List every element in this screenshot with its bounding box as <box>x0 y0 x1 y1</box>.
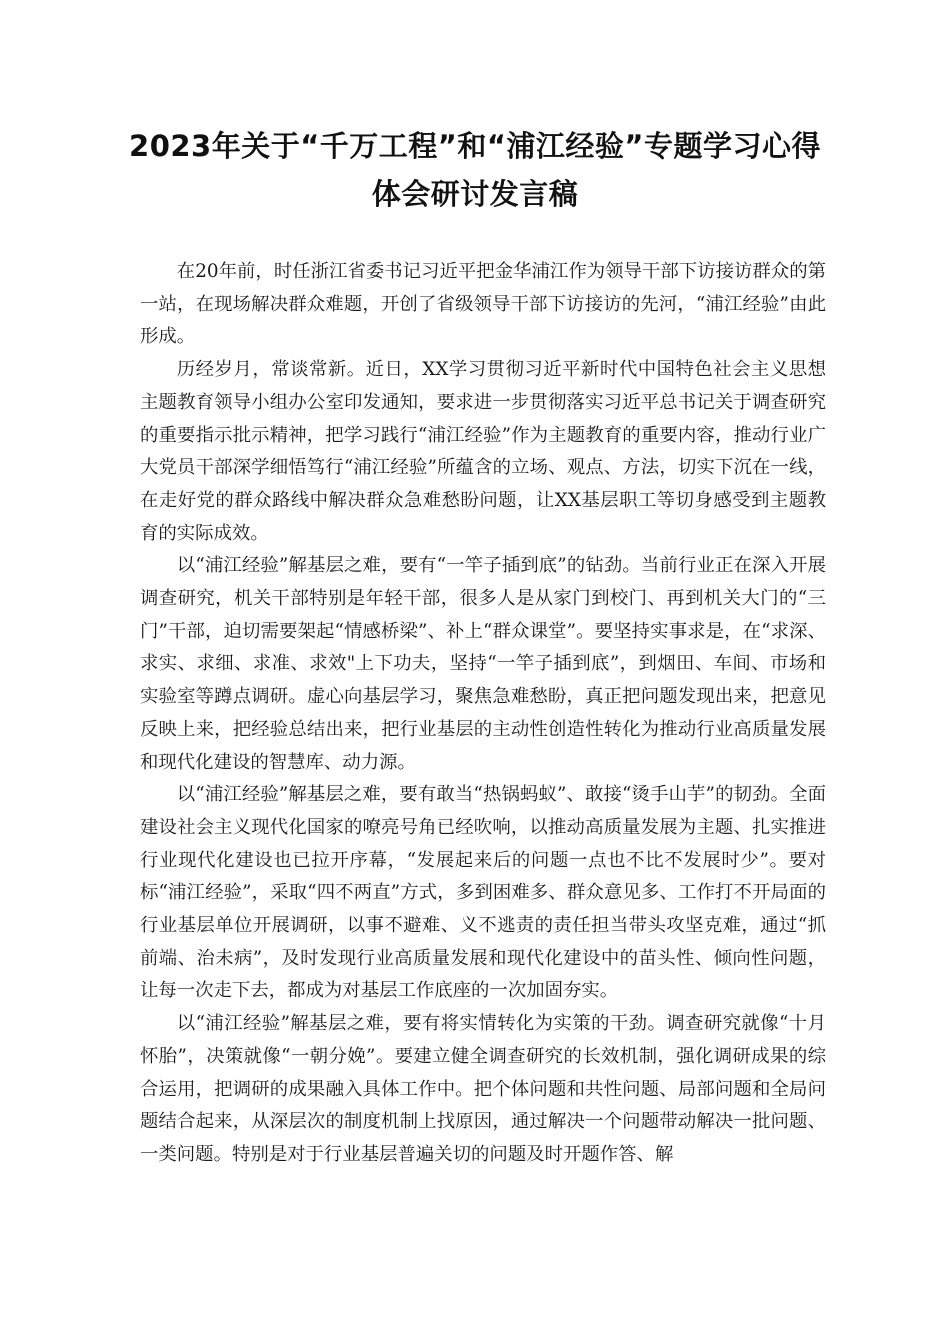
paragraph: 在20年前，时任浙江省委书记习近平把金华浦江作为领导干部下访接访群众的第一站，在现场解决群众难题，开创了省级领导干部下访接访的先河，“浦江经验”由此形成。 <box>140 261 826 348</box>
document-body <box>140 256 826 1172</box>
title-line-1: 2023年关于“千万工程”和“浦江经验”专题学习心得 <box>129 129 821 163</box>
title-line-2: 体会研讨发言稿 <box>371 177 579 211</box>
paragraph: 以“浦江经验”解基层之难，要有“一竿子插到底”的钻劲。当前行业正在深入开展调查研究，机关干部特别是年轻干部，很多人是从家门到校门、再到机关大门的“三门”干部，迫切需要架起“情感桥梁”、补上“群众课堂”。要坚持实事求是，在“求深、求实、求细、求准、求效"上下功夫，坚持“一竿子插到底”，到烟田、车间、市场和实验室等蹲点调研。虚心向基层学习，聚焦急难愁盼，真正把问题发现出来，把意见反映上来，把经验总结出来，把行业基层的主动性创造性转化为推动行业高质量发展和现代化建设的智慧库、动力源。 <box>140 555 826 773</box>
paragraph: 历经岁月，常谈常新。近日，XX学习贯彻习近平新时代中国特色社会主义思想主题教育领导小组办公室印发通知，要求进一步贯彻落实习近平总书记关于调查研究的重要指示批示精神，把学习践行“浦江经验”作为主题教育的重要内容，推动行业广大党员干部深学细悟笃行“浦江经验”所蕴含的立场、观点、方法，切实下沉在一线，在走好党的群众路线中解决群众急难愁盼问题，让XX基层职工等切身感受到主题教育的实际成效。 <box>140 359 826 544</box>
document-title <box>120 122 830 218</box>
paragraph: 以“浦江经验”解基层之难，要有敢当“热锅蚂蚁”、敢接“烫手山芋”的韧劲。全面建设社会主义现代化国家的嘹亮号角已经吹响，以推动高质量发展为主题、扎实推进行业现代化建设也已拉开序幕，“发展起来后的问题一点也不比不发展时少”。要对标“浦江经验”，采取“四不两直”方式，多到困难多、群众意见多、工作打不开局面的行业基层单位开展调研，以事不避难、义不逃责的责任担当带头攻坚克难，通过“抓前端、治未病”，及时发现行业高质量发展和现代化建设中的苗头性、倾向性问题，让每一次走下去，都成为对基层工作底座的一次加固夯实。 <box>140 784 826 1002</box>
paragraph: 以“浦江经验”解基层之难，要有将实情转化为实策的干劲。调查研究就像“十月怀胎”，决策就像“一朝分娩”。要建立健全调查研究的长效机制，强化调研成果的综合运用，把调研的成果融入具体工作中。把个体问题和共性问题、局部问题和全局问题结合起来，从深层次的制度机制上找原因，通过解决一个问题带动解决一批问题、一类问题。特别是对于行业基层普遍关切的问题及时开题作答、解 <box>140 1013 826 1165</box>
